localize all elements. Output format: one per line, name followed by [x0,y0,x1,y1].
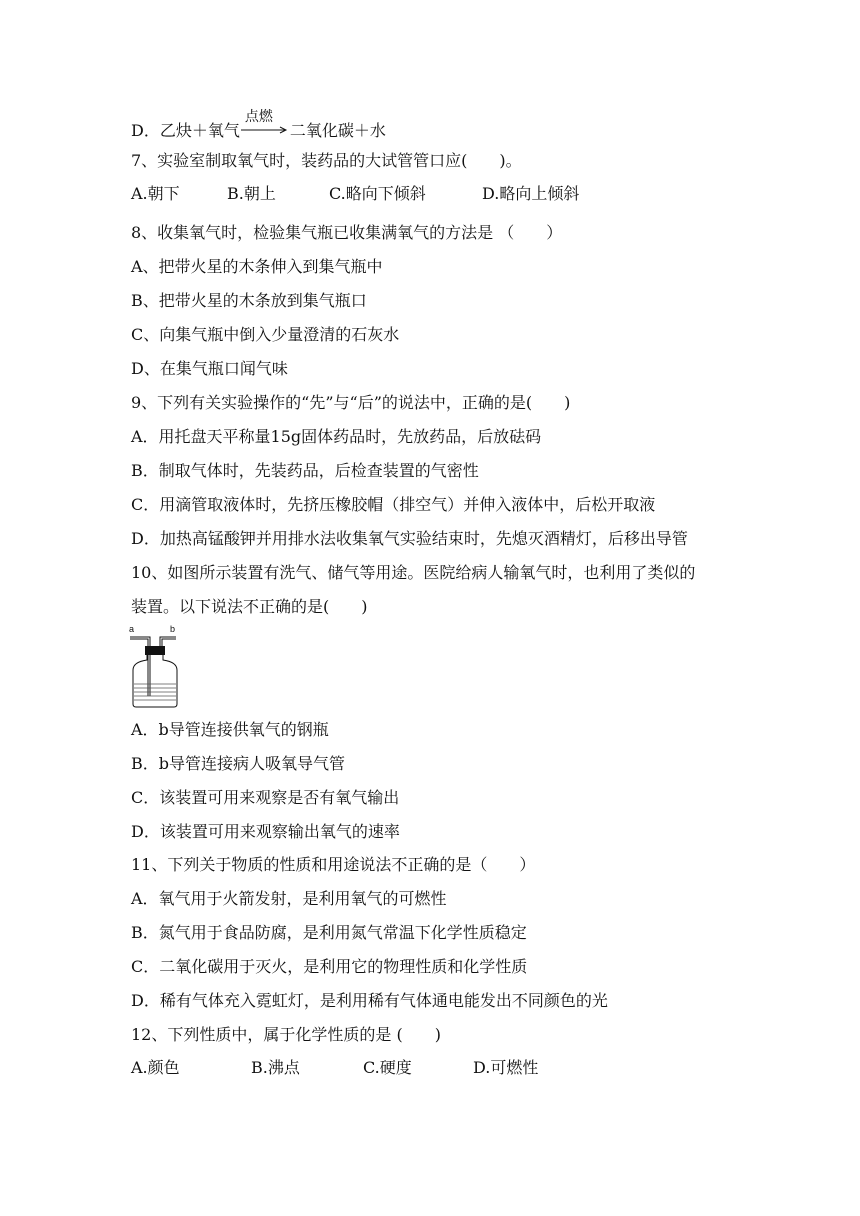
reaction-condition: 点燃 [244,109,273,125]
bottle-outline [133,655,177,707]
q11-option-d: D．稀有气体充入霓虹灯，是利用稀有气体通电能发出不同颜色的光 [131,991,608,1010]
arrow-icon [241,125,289,135]
q11-option-a: A．氧气用于火箭发射，是利用氧气的可燃性 [131,889,447,908]
q11-stem: 11、下列关于物质的性质和用途说法不正确的是（ ） [131,855,536,874]
q10-stem-line2: 装置。以下说法不正确的是( ) [131,597,368,616]
q7-stem: 7、实验室制取氧气时，装药品的大试管管口应( )。 [131,151,522,170]
q7-option-d: D.略向上倾斜 [482,184,580,203]
label-b: b [170,624,176,634]
q10-option-d: D．该装置可用来观察输出氧气的速率 [131,822,400,841]
q6-option-d-prefix: D．乙炔＋氧气 [131,121,240,140]
q10-option-a: A．b导管连接供氧气的钢瓶 [131,720,329,739]
q10-stem-line1: 10、如图所示装置有洗气、储气等用途。医院给病人输氧气时，也利用了类似的 [131,563,696,582]
q10-option-b: B．b导管连接病人吸氧导气管 [131,754,346,773]
q7-option-a: A.朝下 [131,184,180,203]
q9-option-a: A．用托盘天平称量15g固体药品时，先放药品，后放砝码 [131,427,542,446]
q7-option-c: C.略向下倾斜 [329,184,426,203]
q6-option-d [131,109,386,141]
q8-option-d: D、在集气瓶口闻气味 [131,359,288,378]
q12-option-d: D.可燃性 [473,1058,539,1077]
q7-options [131,184,579,204]
gas-washing-bottle-figure [128,624,192,708]
q10-option-c: C．该装置可用来观察是否有氧气输出 [131,788,400,807]
q12-options [131,1058,538,1078]
water-lines [134,684,176,700]
q9-stem: 9、下列有关实验操作的“先”与“后”的说法中，正确的是( ) [131,393,571,412]
q12-option-a: A.颜色 [131,1058,180,1077]
reaction-arrow [241,109,289,141]
q6-option-d-suffix: 二氧化碳＋水 [289,121,386,140]
q7-option-b: B.朝上 [227,184,276,203]
q8-option-a: A、把带火星的木条伸入到集气瓶中 [131,257,383,276]
q12-option-c: C.硬度 [363,1058,412,1077]
rubber-stopper [145,646,165,655]
q9-option-b: B．制取气体时，先装药品，后检查装置的气密性 [131,461,479,480]
q11-option-b: B．氮气用于食品防腐，是利用氮气常温下化学性质稳定 [131,923,527,942]
q8-option-c: C、向集气瓶中倒入少量澄清的石灰水 [131,325,400,344]
q12-stem: 12、下列性质中，属于化学性质的是 ( ) [131,1025,441,1044]
q9-option-d: D．加热高锰酸钾并用排水法收集氧气实验结束时，先熄灭酒精灯，后移出导管 [131,529,688,548]
label-a: a [129,624,135,634]
q8-stem: 8、收集氧气时，检验集气瓶已收集满氧气的方法是 （ ） [131,223,563,242]
q11-option-c: C．二氧化碳用于灭火，是利用它的物理性质和化学性质 [131,957,528,976]
q12-option-b: B.沸点 [251,1058,300,1077]
q8-option-b: B、把带火星的木条放到集气瓶口 [131,291,367,310]
q9-option-c: C．用滴管取液体时，先挤压橡胶帽（排空气）并伸入液体中，后松开取液 [131,495,656,514]
